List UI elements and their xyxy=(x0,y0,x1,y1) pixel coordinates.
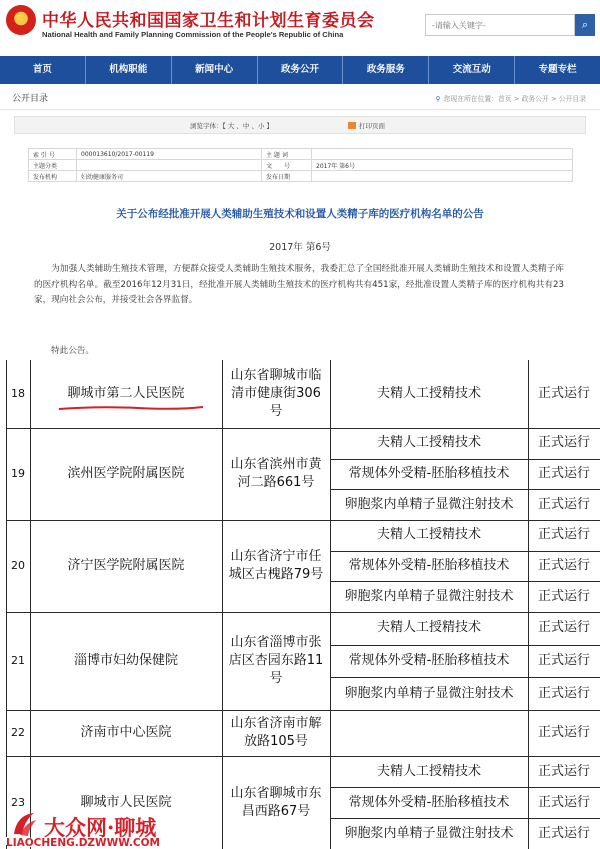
operation-status-text: 正式运行 xyxy=(537,794,590,810)
nav-item-home[interactable]: 首页 xyxy=(0,56,86,84)
magnifier-icon: ⌕ xyxy=(581,18,589,31)
hospital-name-text: 滨州医学院附属医院 xyxy=(67,466,185,481)
search-button[interactable] xyxy=(575,14,595,36)
hospital-table xyxy=(0,360,600,849)
highlight-underline xyxy=(58,405,204,411)
font-size-switcher[interactable]: 浏览字体：【 大 、中 、小 】 xyxy=(190,122,274,130)
hospital-name xyxy=(36,520,216,612)
document-meta-table xyxy=(28,148,573,182)
operation-status xyxy=(530,489,598,520)
notice-body: 为加强人类辅助生殖技术管理，方便群众接受人类辅助生殖技术服务，我委汇总了全国经批准开展人类辅助生殖技术和设置人类精子库的医疗机构名单。截至2016年12月31日，经批准开展人类辅助生殖技术的医疗机构共有451家，经批准设置人类精子库的医疗机构共有23家，现向社会公布，并接受社会各界监督。 xyxy=(34,264,564,305)
sub-row-line xyxy=(330,551,600,552)
row-number-text: 23 xyxy=(11,795,25,809)
operation-status xyxy=(530,360,598,428)
hospital-name-text: 聊城市第二人民医院 xyxy=(67,386,185,401)
hospital-name-text: 淄博市妇幼保健院 xyxy=(73,653,178,668)
hospital-address-text: 山东省聊城市东昌西路67号 xyxy=(230,785,322,819)
meta-value: 2017年 第6号 xyxy=(312,160,573,171)
operation-status xyxy=(530,612,598,645)
hospital-address xyxy=(228,360,324,428)
operation-status xyxy=(530,645,598,678)
operation-status xyxy=(530,756,598,787)
watermark-url: LIAOCHENG.DZWWW.COM xyxy=(6,837,160,849)
hospital-name xyxy=(36,428,216,520)
operation-status xyxy=(530,581,598,612)
national-emblem-icon xyxy=(6,5,36,35)
site-header xyxy=(0,0,600,56)
breadcrumb[interactable]: ⚲ 您现在所在位置：首页 > 政务公开 > 公开目录 xyxy=(435,95,586,103)
meta-value xyxy=(77,160,262,171)
document-area xyxy=(0,110,600,360)
document-number: 2017年 第6号 xyxy=(269,242,331,253)
technology-name-text: 常规体外受精-胚胎移植技术 xyxy=(348,652,510,668)
table-column-line xyxy=(528,360,529,849)
breadcrumb-bar xyxy=(0,84,600,110)
technology-name xyxy=(334,459,524,490)
technology-name xyxy=(334,787,524,818)
hospital-name xyxy=(36,360,216,428)
operation-status xyxy=(530,818,598,849)
hospital-address-text: 山东省济南市解放路105号 xyxy=(230,716,322,749)
operation-status-text: 正式运行 xyxy=(537,527,590,543)
technology-name xyxy=(334,551,524,582)
hospital-address xyxy=(228,710,324,756)
technology-name-text: 夫精人工授精技术 xyxy=(376,620,481,636)
table-column-line xyxy=(222,360,223,849)
technology-name-text: 夫精人工授精技术 xyxy=(376,763,481,779)
watermark-brand: 大众网·聊城 xyxy=(44,815,157,840)
sub-row-line xyxy=(330,489,600,490)
technology-name-text: 夫精人工授精技术 xyxy=(376,527,481,543)
hospital-address xyxy=(228,428,324,520)
notice-closing: 特此公告。 xyxy=(51,346,94,356)
technology-name-text: 卵胞浆内单精子显微注射技术 xyxy=(344,496,514,512)
row-number-text: 20 xyxy=(11,559,25,572)
meta-label: 主 题 词 xyxy=(262,149,312,160)
technology-name xyxy=(334,581,524,612)
hospital-address-text: 山东省聊城市临清市健康街306号 xyxy=(230,368,322,419)
printer-icon xyxy=(348,122,356,129)
row-number xyxy=(6,520,30,612)
location-pin-icon: ⚲ xyxy=(435,95,441,103)
hospital-address xyxy=(228,520,324,612)
operation-status xyxy=(530,710,598,756)
print-button[interactable]: 打印页面 xyxy=(348,121,385,130)
operation-status xyxy=(530,551,598,582)
row-number-text: 19 xyxy=(11,467,25,480)
operation-status-text: 正式运行 xyxy=(537,557,590,573)
nav-item-services[interactable]: 政务服务 xyxy=(343,56,429,84)
dzwww-logo-icon xyxy=(10,810,38,838)
row-number-text: 22 xyxy=(11,726,25,739)
sub-row-line xyxy=(330,677,600,678)
hospital-name xyxy=(36,612,216,710)
operation-status-text: 正式运行 xyxy=(537,620,590,636)
table-column-line xyxy=(30,360,31,849)
technology-name-text: 常规体外受精-胚胎移植技术 xyxy=(348,557,510,573)
hospital-address-text: 山东省济宁市任城区古槐路79号 xyxy=(228,549,324,582)
technology-name xyxy=(334,677,524,710)
hospital-name xyxy=(36,710,216,756)
site-title: 中华人民共和国国家卫生和计划生育委员会 xyxy=(42,11,375,31)
meta-label: 发布机构 xyxy=(29,171,77,182)
operation-status xyxy=(530,787,598,818)
hospital-name-text: 济南市中心医院 xyxy=(80,725,172,740)
search-input[interactable] xyxy=(425,14,575,36)
document-toolbar xyxy=(14,116,586,134)
sub-row-line xyxy=(330,459,600,460)
operation-status-text: 正式运行 xyxy=(537,465,590,481)
operation-status-text: 正式运行 xyxy=(537,435,590,451)
operation-status xyxy=(530,428,598,459)
site-subtitle: National Health and Family Planning Commission of the People's Republic of China xyxy=(42,30,344,39)
technology-name-text: 卵胞浆内单精子显微注射技术 xyxy=(344,588,514,604)
meta-row xyxy=(29,171,573,182)
row-number xyxy=(6,360,30,428)
meta-row xyxy=(29,149,573,160)
row-number xyxy=(6,710,30,756)
technology-name xyxy=(334,645,524,678)
meta-value: 000013610/2017-00119 xyxy=(77,149,262,160)
meta-value xyxy=(312,149,573,160)
technology-name xyxy=(334,360,524,428)
operation-status xyxy=(530,677,598,710)
technology-name-text: 夫精人工授精技术 xyxy=(376,386,481,401)
nav-item-interaction[interactable]: 交流互动 xyxy=(429,56,515,84)
sub-row-line xyxy=(330,787,600,788)
section-title: 公开目录 xyxy=(12,94,49,104)
meta-label: 主题分类 xyxy=(29,160,77,171)
hospital-address-text: 山东省滨州市黄河二路661号 xyxy=(230,457,322,490)
operation-status-text: 正式运行 xyxy=(537,386,590,401)
hospital-address-text: 山东省淄博市张店区杏园东路11号 xyxy=(228,635,324,686)
hospital-name-text: 济宁医学院附属医院 xyxy=(67,558,185,573)
technology-name xyxy=(334,612,524,645)
main-nav xyxy=(0,56,600,84)
operation-status-text: 正式运行 xyxy=(537,496,590,512)
technology-name-text: 夫精人工授精技术 xyxy=(376,435,481,451)
operation-status-text: 正式运行 xyxy=(537,825,590,841)
row-number-text: 18 xyxy=(11,387,25,400)
row-number-text: 21 xyxy=(11,654,25,667)
technology-name-text: 卵胞浆内单精子显微注射技术 xyxy=(344,825,514,841)
operation-status-text: 正式运行 xyxy=(537,685,590,701)
meta-row xyxy=(29,160,573,171)
technology-name xyxy=(334,489,524,520)
notice-title: 关于公布经批准开展人类辅助生殖技术和设置人类精子库的医疗机构名单的公告 xyxy=(116,208,484,220)
technology-name xyxy=(334,710,524,756)
row-number xyxy=(6,612,30,710)
operation-status xyxy=(530,520,598,551)
nav-item-topics[interactable]: 专题专栏 xyxy=(538,64,577,75)
nav-item-gov-affairs[interactable]: 政务公开 xyxy=(258,56,344,84)
nav-item-news[interactable]: 新闻中心 xyxy=(172,56,258,84)
watermark xyxy=(2,810,232,848)
meta-value: 妇幼健康服务司 xyxy=(77,171,262,182)
technology-name xyxy=(334,818,524,849)
meta-value xyxy=(312,171,573,182)
meta-label: 发布日期 xyxy=(262,171,312,182)
nav-item-functions[interactable]: 机构职能 xyxy=(86,56,172,84)
operation-status-text: 正式运行 xyxy=(537,652,590,668)
meta-label: 索 引 号 xyxy=(29,149,77,160)
sub-row-line xyxy=(330,818,600,819)
sub-row-line xyxy=(330,581,600,582)
hospital-address xyxy=(228,612,324,710)
sub-row-line xyxy=(330,645,600,646)
operation-status-text: 正式运行 xyxy=(537,725,590,740)
hospital-address xyxy=(228,756,324,849)
technology-name-text: 常规体外受精-胚胎移植技术 xyxy=(348,794,510,810)
hospital-name-text: 聊城市人民医院 xyxy=(80,794,172,810)
technology-name xyxy=(334,520,524,551)
table-column-line xyxy=(330,360,331,849)
operation-status-text: 正式运行 xyxy=(537,588,590,604)
operation-status-text: 正式运行 xyxy=(537,763,590,779)
technology-name-text: 卵胞浆内单精子显微注射技术 xyxy=(344,685,514,701)
operation-status xyxy=(530,459,598,490)
technology-name-text: 常规体外受精-胚胎移植技术 xyxy=(348,465,510,481)
technology-name xyxy=(334,756,524,787)
technology-name xyxy=(334,428,524,459)
meta-label: 文 号 xyxy=(262,160,312,171)
row-number xyxy=(6,428,30,520)
